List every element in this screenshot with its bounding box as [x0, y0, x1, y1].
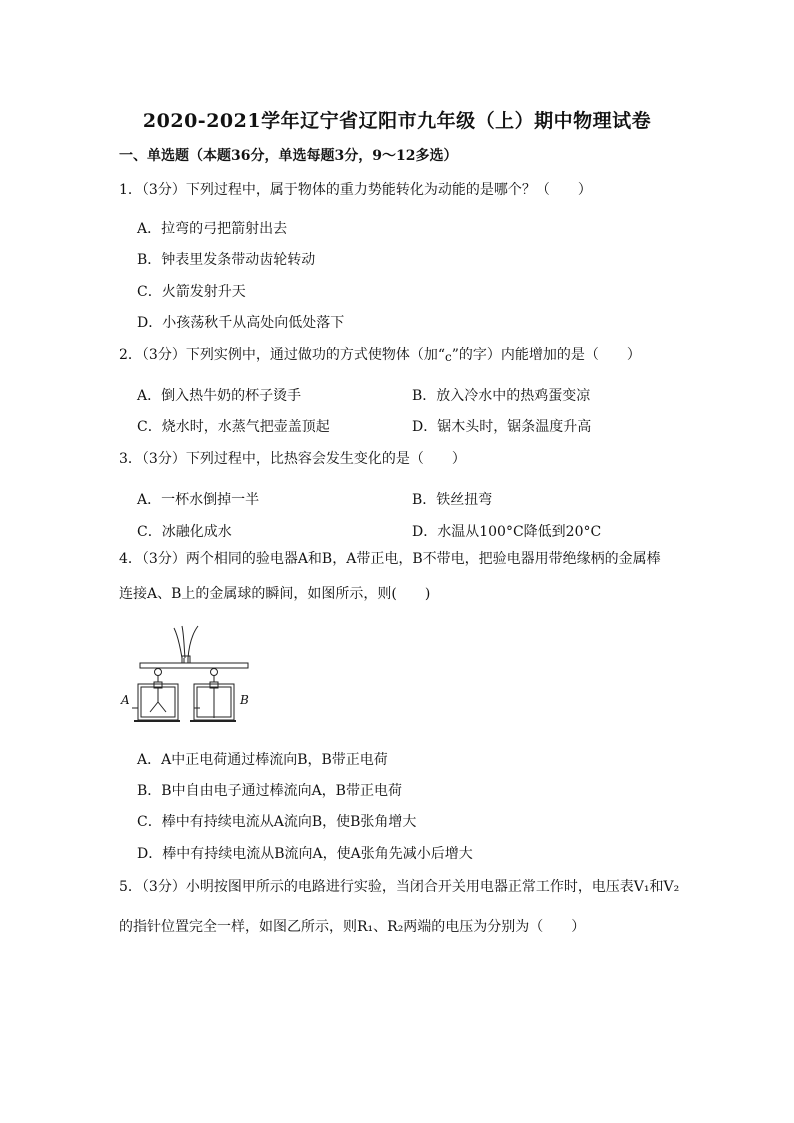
question-2-option-c[interactable]: C．烧水时，水蒸气把壶盖顶起	[137, 419, 330, 435]
question-3-option-a[interactable]: A．一杯水倒掉一半	[137, 492, 260, 508]
question-1-option-d[interactable]: D．小孩荡秋千从高处向低处落下	[137, 315, 345, 331]
insulated-handle	[174, 626, 198, 666]
question-2-stem	[119, 347, 641, 364]
question-3-option-c[interactable]: C．冰融化成水	[137, 524, 232, 540]
question-1-option-c[interactable]: C．火箭发射升天	[137, 284, 246, 300]
section-heading: 一、单选题（本题36分，单选每题3分，9～12多选）	[119, 148, 458, 164]
question-2-option-a[interactable]: A．倒入热牛奶的杯子烫手	[137, 388, 302, 404]
question-2-option-d[interactable]: D．锯木头时，锯条温度升高	[412, 419, 592, 435]
question-2-stem-mark: c	[444, 350, 452, 364]
question-1-option-a[interactable]: A．拉弯的弓把箭射出去	[137, 221, 288, 237]
question-4-option-a[interactable]: A．A中正电荷通过棒流向B，B带正电荷	[137, 752, 388, 768]
question-4-stem-line2: 连接A、B上的金属球的瞬间，如图所示，则( )	[119, 586, 431, 602]
question-2-stem-tail: ”的字）内能增加的是（ ）	[451, 347, 641, 363]
question-2-stem-head: 2．（3分）下列实例中，通过做功的方式使物体（加“	[119, 347, 445, 363]
question-5-stem-line2: 的指针位置完全一样，如图乙所示，则R₁、R₂两端的电压为分别为（ ）	[119, 919, 586, 935]
question-4-stem-line1: 4．（3分）两个相同的验电器A和B，A带正电，B不带电，把验电器用带绝缘柄的金属棒	[119, 551, 661, 567]
electroscope-b	[190, 669, 236, 722]
metal-rod	[140, 663, 248, 668]
electroscope-diagram	[118, 622, 258, 730]
question-4-option-b[interactable]: B．B中自由电子通过棒流向A，B带正电荷	[137, 783, 402, 799]
electroscope-a-label: A	[121, 693, 130, 707]
question-4-option-c[interactable]: C．棒中有持续电流从A流向B，使B张角增大	[137, 814, 417, 830]
question-5-stem-line1: 5．（3分）小明按图甲所示的电路进行实验，当闭合开关用电器正常工作时，电压表V₁和V₂	[119, 879, 680, 895]
question-1-stem: 1．（3分）下列过程中，属于物体的重力势能转化为动能的是哪个？（ ）	[119, 182, 592, 198]
question-3-stem: 3．（3分）下列过程中，比热容会发生变化的是（ ）	[119, 451, 466, 467]
question-3-option-d[interactable]: D．水温从100°C降低到20°C	[412, 524, 602, 540]
question-2-option-b[interactable]: B．放入冷水中的热鸡蛋变凉	[412, 388, 591, 404]
question-4-option-d[interactable]: D．棒中有持续电流从B流向A，使A张角先减小后增大	[137, 846, 473, 862]
electroscope-figure	[118, 622, 258, 730]
electroscope-a	[132, 669, 180, 722]
question-3-option-b[interactable]: B．铁丝扭弯	[412, 492, 493, 508]
exam-title: 2020-2021学年辽宁省辽阳市九年级（上）期中物理试卷	[142, 110, 652, 132]
electroscope-b-label: B	[240, 693, 249, 707]
question-1-option-b[interactable]: B．钟表里发条带动齿轮转动	[137, 252, 316, 268]
